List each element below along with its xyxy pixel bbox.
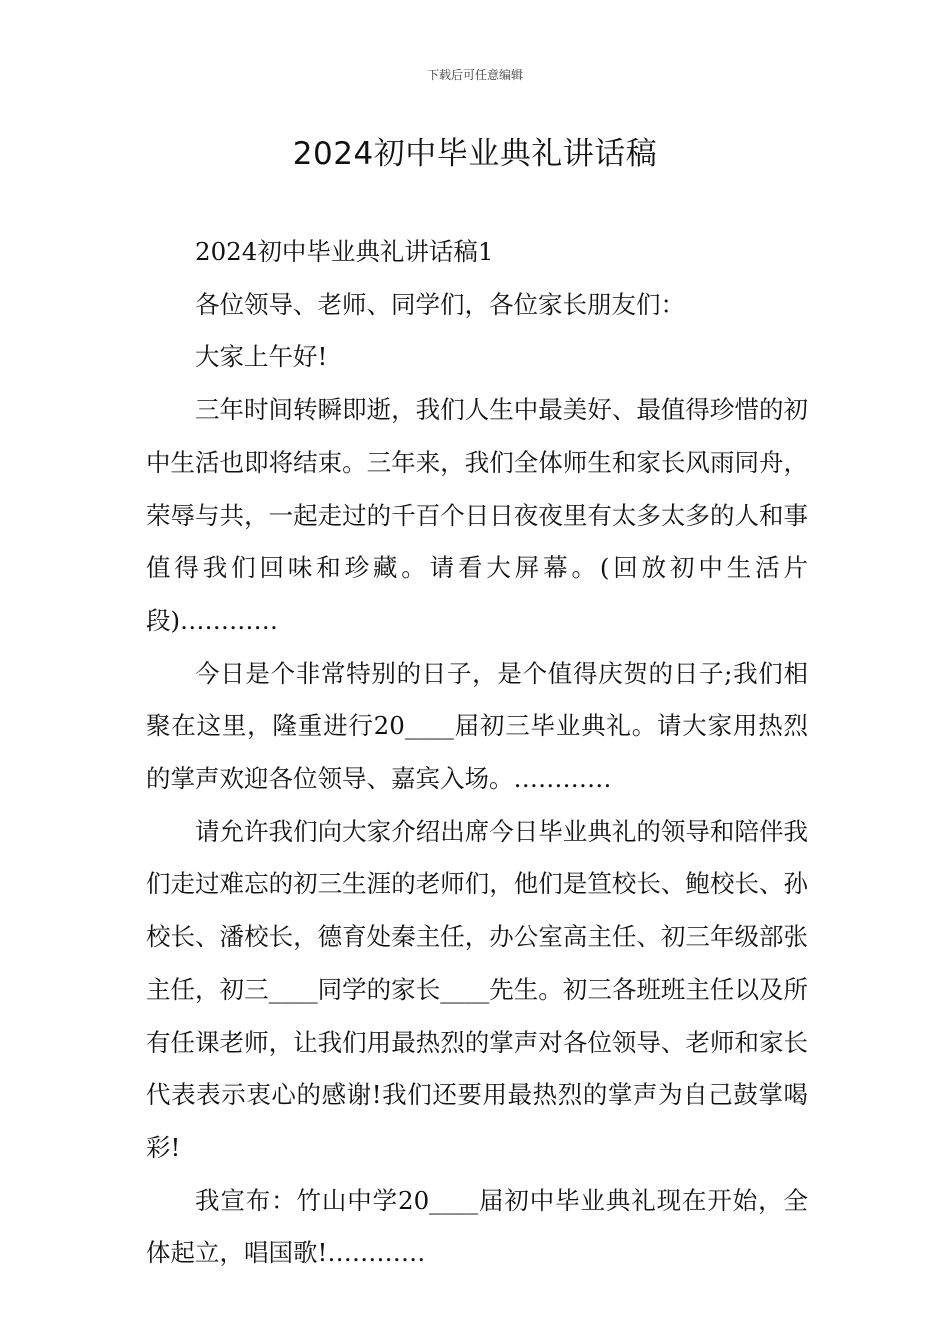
paragraph-introductions: 请允许我们向大家介绍出席今日毕业典礼的领导和陪伴我们走过难忘的初三生涯的老师们，他们是笪校长、鲍校长、孙校长、潘校长，德育处秦主任，办公室高主任、初三年级部张主任，初三____同学的家长____先生。初三各班班主任以及所有任课老师，让我们用最热烈的掌声对各位领导、老师和家长代表表示衷心的感谢!我们还要用最热烈的掌声为自己鼓掌喝彩! xyxy=(146,816,808,1162)
paragraph-subtitle: 2024初中毕业典礼讲话稿1 xyxy=(195,237,494,266)
paragraph-announcement: 我宣布：竹山中学20____届初中毕业典礼现在开始，全体起立，唱国歌!………… xyxy=(146,1185,808,1268)
paragraph-greeting: 各位领导、老师、同学们，各位家长朋友们： xyxy=(195,289,685,319)
header-note: 下载后可任意编辑 xyxy=(426,68,523,82)
document-body xyxy=(146,226,808,1280)
paragraph-salutation: 大家上午好! xyxy=(195,342,328,372)
document-title: 2024初中毕业典礼讲话稿 xyxy=(292,136,658,172)
paragraph-welcome: 今日是个非常特别的日子，是个值得庆贺的日子;我们相聚在这里，隆重进行20____届初三毕业典礼。请大家用热烈的掌声欢迎各位领导、嘉宾入场。………… xyxy=(146,658,808,794)
paragraph-opening: 三年时间转瞬即逝，我们人生中最美好、最值得珍惜的初中生活也即将结束。三年来，我们全体师生和家长风雨同舟，荣辱与共，一起走过的千百个日日夜夜里有太多太多的人和事值得我们回味和珍藏。请看大屏幕。(回放初中生活片段)………… xyxy=(146,395,808,635)
